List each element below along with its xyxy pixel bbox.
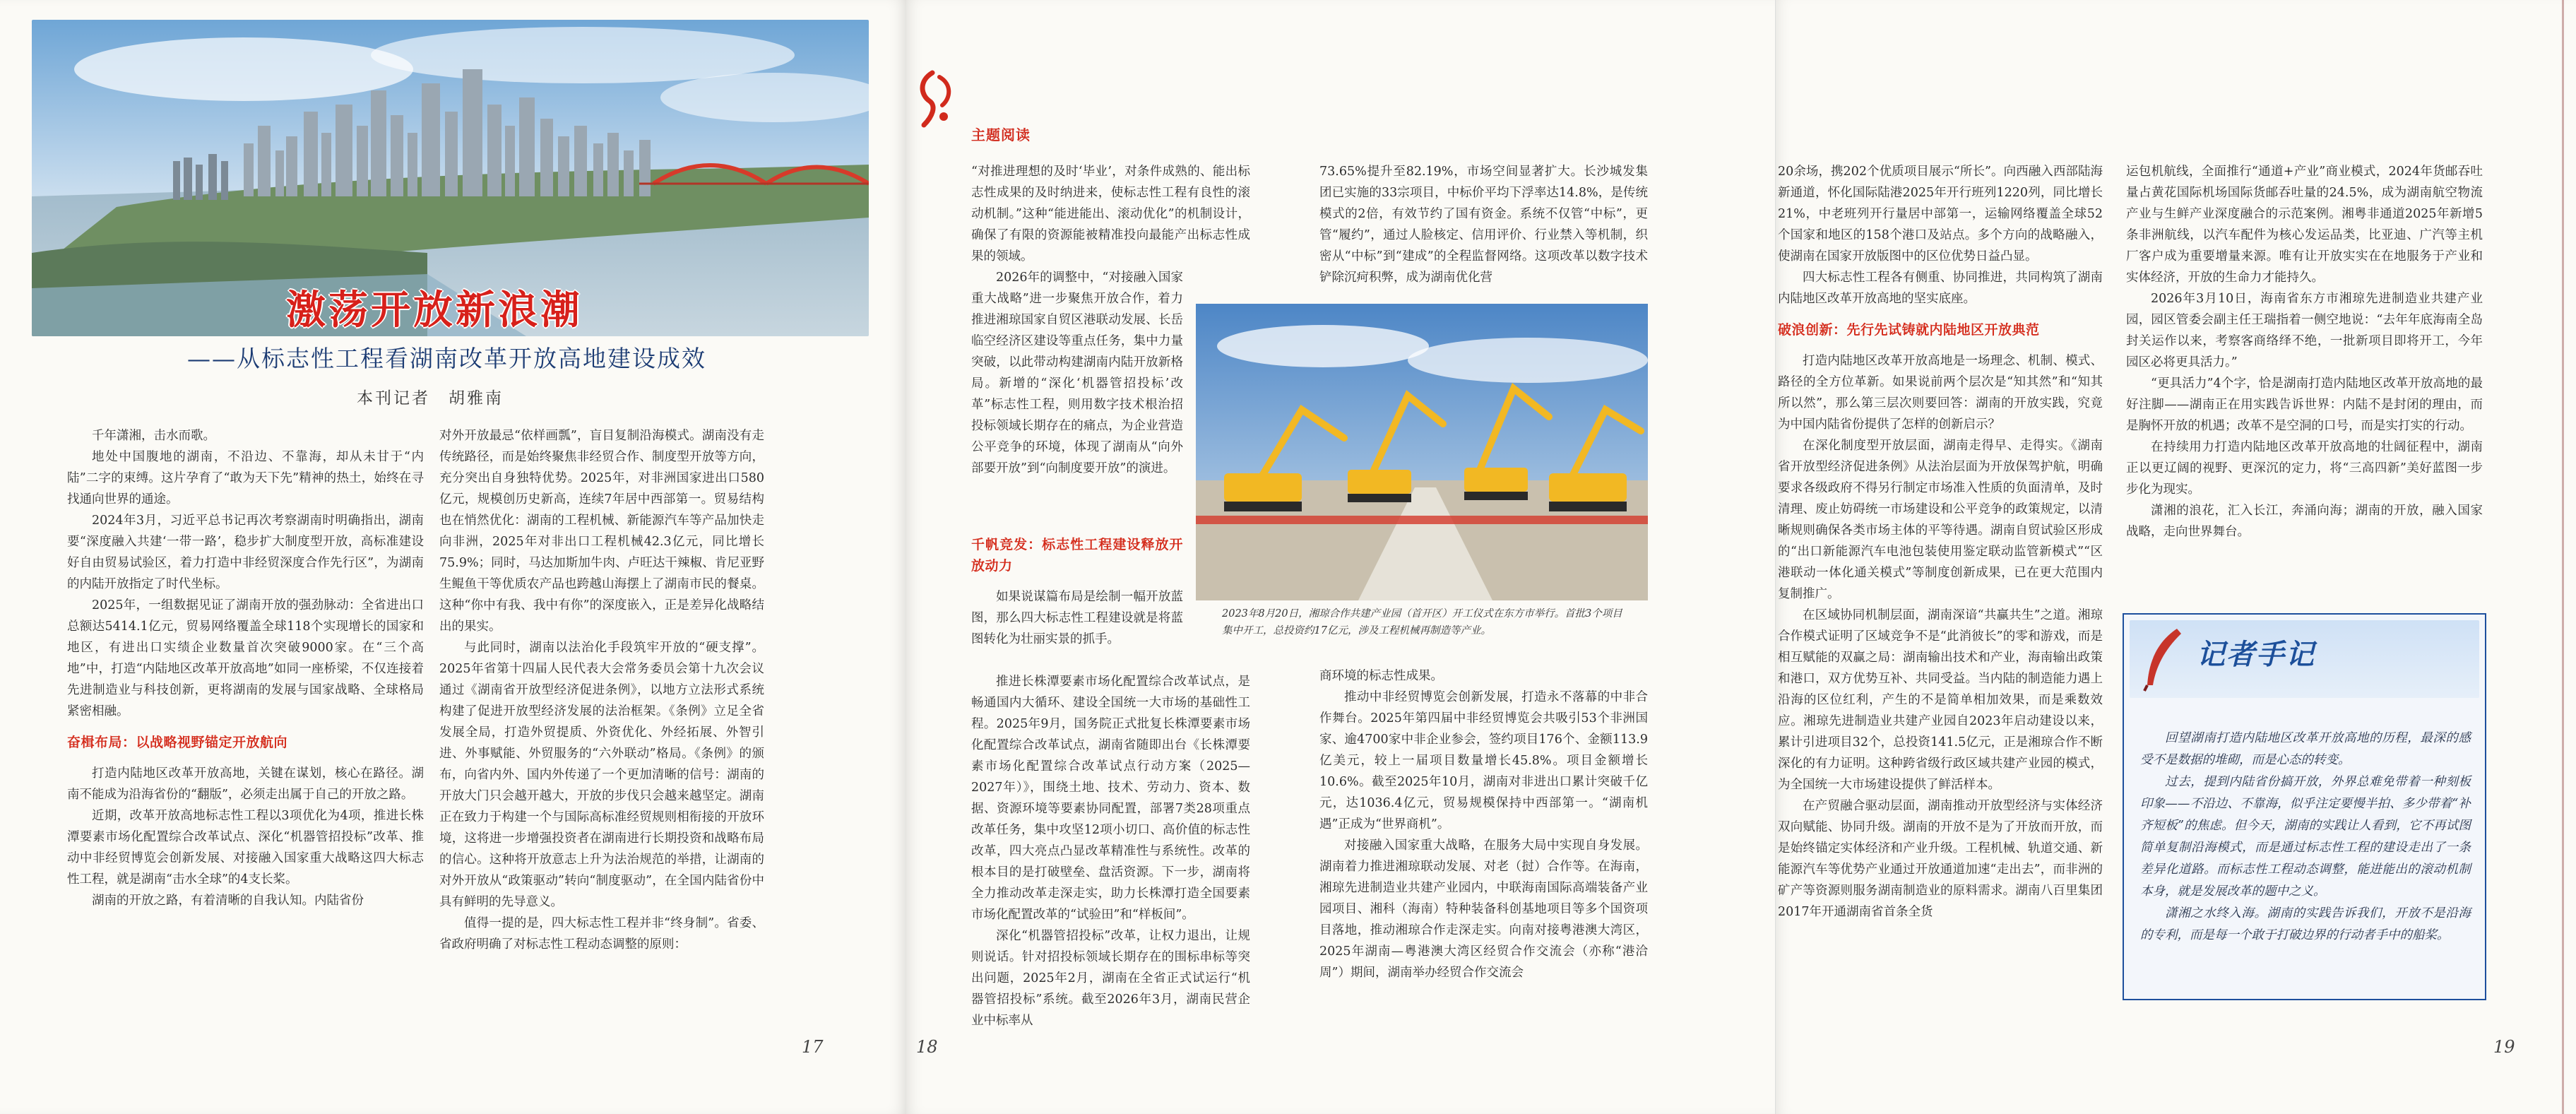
paragraph: 与此同时，湖南以法治化手段筑牢开放的“硬支撑”。2025年省第十四届人民代表大会常务委员会第十九次会议通过《湖南省开放型经济促进条例》，以地方立法形式系统构建了促进开放型经济发展的法治框架。《条例》立足全省发展全局，打造外贸提质、外资优化、外经拓展、外智引进、外事赋能、外贸服务的“六外联动”格局。《条例》的颁布，向省内外、国内外传递了一个更加清晰的信号：湖南的开放大门只会越开越大，开放的步伐只会越来越坚定。湖南正在致力于构建一个与国际高标准经贸规则相衔接的开放环境，这将进一步增强投资者在湖南进行长期投资和战略布局的信心。这种将开放意志上升为法治规范的举措，让湖南的对外开放从“政策驱动”转向“制度驱动”，在全国内陆省份中具有鲜明的先导意义。 [439, 641, 764, 909]
page-edge-mark [2562, 0, 2564, 1114]
section-heading: 千帆竞发：标志性工程建设释放开放动力 [971, 537, 1183, 574]
article-column-1 [67, 425, 424, 911]
article-subheadline: ——从标志性工程看湖南改革开放高地建设成效 [187, 345, 706, 372]
paragraph: 潇湘的浪花，汇入长江，奔涌向海；湖南的开放，融入国家战略，走向世界舞台。 [2126, 504, 2483, 539]
article-byline: 本刊记者 胡雅南 [357, 389, 504, 408]
article-headline: 激荡开放新浪潮 [286, 288, 583, 333]
paragraph: 推进长株潭要素市场化配置综合改革试点，是畅通国内大循环、建设全国统一大市场的基础性工程。2025年9月，国务院正式批复长株潭要素市场化配置综合改革试点，湖南省随即出台《长株潭要素市场化配置综合改革试点行动方案（2025—2027年）》，围绕土地、技术、劳动力、资本、数据、资源环境等要素协同配置，部署7类28项重点改革任务，集中攻坚12项小切口、高价值的标志性改革，四大亮点凸显改革精准性与系统性。改革的根本目的是打破壁垒、盘活资源。下一步，湖南将全力推动改革走深走实，助力长株潭打造全国要素市场化配置改革的“试验田”和“样板间”。 [971, 675, 1250, 922]
paragraph: 2024年3月，习近平总书记再次考察湖南时明确指出，湖南要“深度融入共建‘一带一路’，稳步扩大制度型开放，高标准建设好自由贸易试验区，着力打造中非经贸深度合作先行区”，为湖南的内陆开放指定了时代坐标。 [67, 514, 424, 591]
paragraph: 湖南的开放之路，有着清晰的自我认知。内陆省份 [92, 894, 364, 908]
article-column-6 [2126, 161, 2483, 543]
excavator-ceremony-illustration [1196, 304, 1648, 600]
article-column-3-continued [971, 671, 1250, 1031]
paragraph: “对推进理想的及时‘毕业’，对条件成熟的、能出标志性成果的及时纳进来，使标志性工程有良性的滚动机制。”这种“能进能出、滚动优化”的机制设计，确保了有限的资源能被精准投向最能产出标志性成果的领域。 [971, 165, 1250, 263]
paragraph: 地处中国腹地的湖南，不沿边、不靠海，却从未甘于“内陆”二字的束缚。这片孕育了“敢为天下先”精神的热土，始终在寻找通向世界的通途。 [67, 450, 424, 506]
paragraph: 运包机航线，全面推行“通道+产业”商业模式，2024年货邮吞吐量占黄花国际机场国际货邮吞吐量的24.5%，成为湖南航空物流产业与生鲜产业深度融合的示范案例。湘粤非通道2025年新增5条非洲航线，以汽车配件为核心发运品类，比亚迪、广汽等主机厂客户成为重要增量来源。唯有让开放实实在在地服务于产业和实体经济，开放的生命力才能持久。 [2126, 165, 2483, 285]
reporter-note-body [2140, 728, 2471, 947]
paragraph: 73.65%提升至82.19%，市场空间显著扩大。长沙城发集团已实施的33宗项目，中标价平均下浮率达14.8%，是传统模式的2倍，有效节约了国有资金。系统不仅管“中标”，更管“履约”，通过人脸核定、信用评价、行业禁入等机制，织密从“中标”到“建成”的全程监督网络。这项改革以数字技术铲除沉疴积弊，成为湖南优化营 [1319, 165, 1648, 285]
page-number-right: 19 [2493, 1037, 2515, 1057]
pen-quill-icon [2135, 625, 2191, 692]
paragraph: “更具活力”4个字，恰是湖南打造内陆地区改革开放高地的最好注脚——湖南正在用实践告诉世界：内陆不是封闭的理由，而是胸怀开放的机遇；改革不是空洞的口号，而是实打实的行动。 [2126, 377, 2483, 433]
paragraph: 深化“机器管招投标”改革，让权力退出，让规则说话。针对招投标领域长期存在的围标串标等突出问题，2025年2月，湖南在全省正式试运行“机器管招投标”系统。截至2026年3月，湖南民营企业中标率从 [971, 929, 1250, 1028]
article-column-4-top [1319, 161, 1648, 288]
paragraph: 在深化制度型开放层面，湖南走得早、走得实。《湖南省开放型经济促进条例》从法治层面为开放保驾护航，明确要求各级政府不得另行制定市场准入性质的负面清单，及时清理、废止妨碍统一市场建设和公平竞争的政策规定，以清晰规则确保各类市场主体的平等待遇。湖南自贸试验区形成的“出口新能源汽车电池包装使用鉴定联动监管新模式”“区港联动一体化通关模式”等制度创新成果，已在更大范围内复制推广。 [1778, 439, 2103, 601]
page-number-middle: 18 [916, 1037, 938, 1057]
paragraph: 值得一提的是，四大标志性工程并非“终身制”。省委、省政府明确了对标志性工程动态调整的原则： [439, 916, 764, 952]
paragraph: 在持续用力打造内陆地区改革开放高地的壮阔征程中，湖南正以更辽阔的视野、更深沉的定力，将“三高四新”美好蓝图一步步化为现实。 [2126, 440, 2483, 497]
paragraph: 打造内陆地区改革开放高地，关键在谋划，核心在路径。湖南不能成为沿海省份的“翻版”，必须走出属于自己的开放之路。 [67, 766, 424, 802]
paragraph: 对接融入国家重大战略，在服务大局中实现自身发展。湖南着力推进湘琼联动发展、对老（挝）合作等。在海南，湘琼先进制造业共建产业园内，中联海南国际高端装备产业园项目、湘科（海南）特种装备科创基地项目等多个国资项目落地，推动湘琼合作走深走实。向南对接粤港澳大湾区，2025年湖南—粤港澳大湾区经贸合作交流会（亦称“港洽周”）期间，湖南举办经贸合作交流会 [1319, 839, 1648, 980]
section-label: 主题阅读 [971, 126, 1031, 143]
section-logo-icon [911, 67, 961, 131]
paragraph: 打造内陆地区改革开放高地是一场理念、机制、模式、路径的全方位革新。如果说前两个层次是“知其然”和“知其所以然”，那么第三层次则要回答：湖南的开放实践，究竟为中国内陆省份提供了怎样的创新启示？ [1778, 354, 2103, 432]
page-left [0, 0, 906, 1114]
paragraph: 2026年的调整中，“对接融入国家重大战略”进一步聚焦开放合作，着力推进湘琼国家自贸区港联动发展、长岳临空经济区建设等重点任务，集中力量突破，以此带动构建湖南内陆开放新格局。新增的“深化‘机器管招投标’改革”标志性工程，则用数字技术根治招投标领域长期存在的痛点，为企业营造公平竞争的环境，体现了湖南从“向外部要开放”到“向制度要开放”的演进。 [971, 271, 1183, 475]
paragraph: 在区域协同机制层面，湖南深谙“共赢共生”之道。湘琼合作模式证明了区域竞争不是“此消彼长”的零和游戏，而是相互赋能的双赢之局：湖南输出技术和产业，海南输出政策和港口，双方优势互补、共同受益。当内陆的制造能力遇上沿海的区位红利，产生的不是简单相加效果，而是乘数效应。湘琼先进制造业共建产业园自2023年启动建设以来，累计引进项目32个，总投资141.5亿元，正是湘琼合作不断深化的有力证明。这种跨省级行政区域共建产业园的模式，为全国统一大市场建设提供了鲜活样本。 [1778, 608, 2103, 792]
article-column-2 [439, 425, 764, 955]
paragraph: 2025年，一组数据见证了湖南开放的强劲脉动：全省进出口总额达5414.1亿元，贸易网络覆盖全球118个实现增长的国家和地区，有进出口实绩企业数量首次突破9000家。在“三个高地”中，打造“内陆地区改革开放高地”如同一座桥梁，不仅连接着先进制造业与科技创新，更将湖南的发展与国家战略、全球格局紧密相融。 [67, 598, 424, 718]
reporter-note-title: 记者手记 [2197, 639, 2315, 671]
paragraph: 商环境的标志性成果。 [1319, 669, 1443, 683]
note-paragraph: 潇湘之水终入海。湖南的实践告诉我们，开放不是沿海的专利，而是每一个敢于打破边界的行动者手中的船桨。 [2140, 906, 2471, 942]
note-paragraph: 回望湖南打造内陆地区改革开放高地的历程，最深的感受不是数据的堆砌，而是心态的转变。 [2140, 731, 2471, 767]
article-column-3-heading-block [971, 524, 1183, 650]
section-heading: 奋楫布局：以战略视野锚定开放航向 [67, 735, 288, 750]
paragraph: 近期，改革开放高地标志性工程以3项优化为4项，推进长株潭要素市场化配置综合改革试点、深化“机器管招投标”改革、推动中非经贸博览会创新发展、对接融入国家重大战略这四大标志性工程，就是湖南“击水全球”的4支长桨。 [67, 809, 424, 887]
paragraph: 四大标志性工程各有侧重、协同推进，共同构筑了湖南内陆地区改革开放高地的坚实底座。 [1778, 271, 2103, 306]
paragraph: 千年潇湘，击水而歌。 [92, 429, 215, 443]
section-heading: 破浪创新：先行先试铸就内陆地区开放典范 [1778, 322, 2040, 338]
paragraph: 20余场，携202个优质项目展示“所长”。向西融入西部陆海新通道，怀化国际陆港2025年开行班列1220列，同比增长21%，中老班列开行量居中部第一，运输网络覆盖全球52个国家和地区的158个港口及站点。多个方向的战略融入，使湖南在国家开放版图中的区位优势日益凸显。 [1778, 165, 2103, 263]
page-number-left: 17 [802, 1037, 824, 1057]
paragraph: 推动中非经贸博览会创新发展，打造永不落幕的中非合作舞台。2025年第四届中非经贸博览会共吸引53个非洲国家、逾4700家中非企业参会，签约项目176个、金额113.9亿美元，较上一届项目数量增长45.8%。项目金额增长10.6%。截至2025年10月，湖南对非进出口累计突破千亿元，达1036.4亿元，贸易规模保持中西部第一。“湖南机遇”正成为“世界商机”。 [1319, 690, 1648, 831]
article-column-5 [1778, 161, 2103, 923]
paragraph: 对外开放最忌“依样画瓢”，盲目复制沿海模式。湖南没有走传统路径，而是始终聚焦非经贸合作、制度型开放等方向，充分突出自身独特优势。2025年，对非洲国家进出口580亿元，规模创历史新高，连续7年居中西部第一。贸易结构也在悄然优化：湖南的工程机械、新能源汽车等产品加快走向非洲，2025年对非出口工程机械42.3亿元，同比增长75.9%；同时，马达加斯加牛肉、卢旺达干辣椒、肯尼亚野生鲲鱼干等优质农产品也跨越山海摆上了湖南市民的餐桌。这种“你中有我、我中有你”的深度嵌入，正是差异化战略结出的果实。 [439, 429, 764, 634]
note-paragraph: 过去，提到内陆省份搞开放，外界总难免带着一种刻板印象——不沿边、不靠海，似乎注定要慢半拍、多少带着“补齐短板”的焦虑。但今天，湖南的实践让人看到，它不再试图简单复制沿海模式，而是通过标志性工程的建设走出了一条差异化道路。而标志性工程动态调整，能进能出的滚动机制本身，就是发展改革的题中之义。 [2140, 775, 2471, 899]
photo-caption: 2023年8月20日，湘琼合作共建产业园（首开区）开工仪式在东方市举行。首批3个项目集中开工，总投资约17亿元，涉及工程机械再制造等产业。 [1222, 608, 1622, 636]
article-column-4-bottom [1319, 665, 1648, 983]
paragraph: 在产贸融合驱动层面，湖南推动开放型经济与实体经济双向赋能、协同升级。湖南的开放不是为了开放而开放，而是始终锚定实体经济和产业升级。工程机械、轨道交通、新能源汽车等优势产业通过开放通道加速“走出去”，而非洲的矿产等资源则服务湖南制造业的原料需求。湖南八百里集团2017年开通湖南省首条全货 [1778, 799, 2103, 919]
construction-site-photo [1196, 304, 1648, 600]
paragraph: 2026年3月10日，海南省东方市湘琼先进制造业共建产业园，园区管委会副主任王瑞指着一侧空地说：“去年年底海南全岛封关运作以来，考察客商络绎不绝，一批新项目即将开工，今年园区必将更具活力。” [2126, 292, 2483, 369]
paragraph: 如果说谋篇布局是绘制一幅开放蓝图，那么四大标志性工程建设就是将蓝图转化为壮丽实景的抓手。 [971, 590, 1183, 646]
